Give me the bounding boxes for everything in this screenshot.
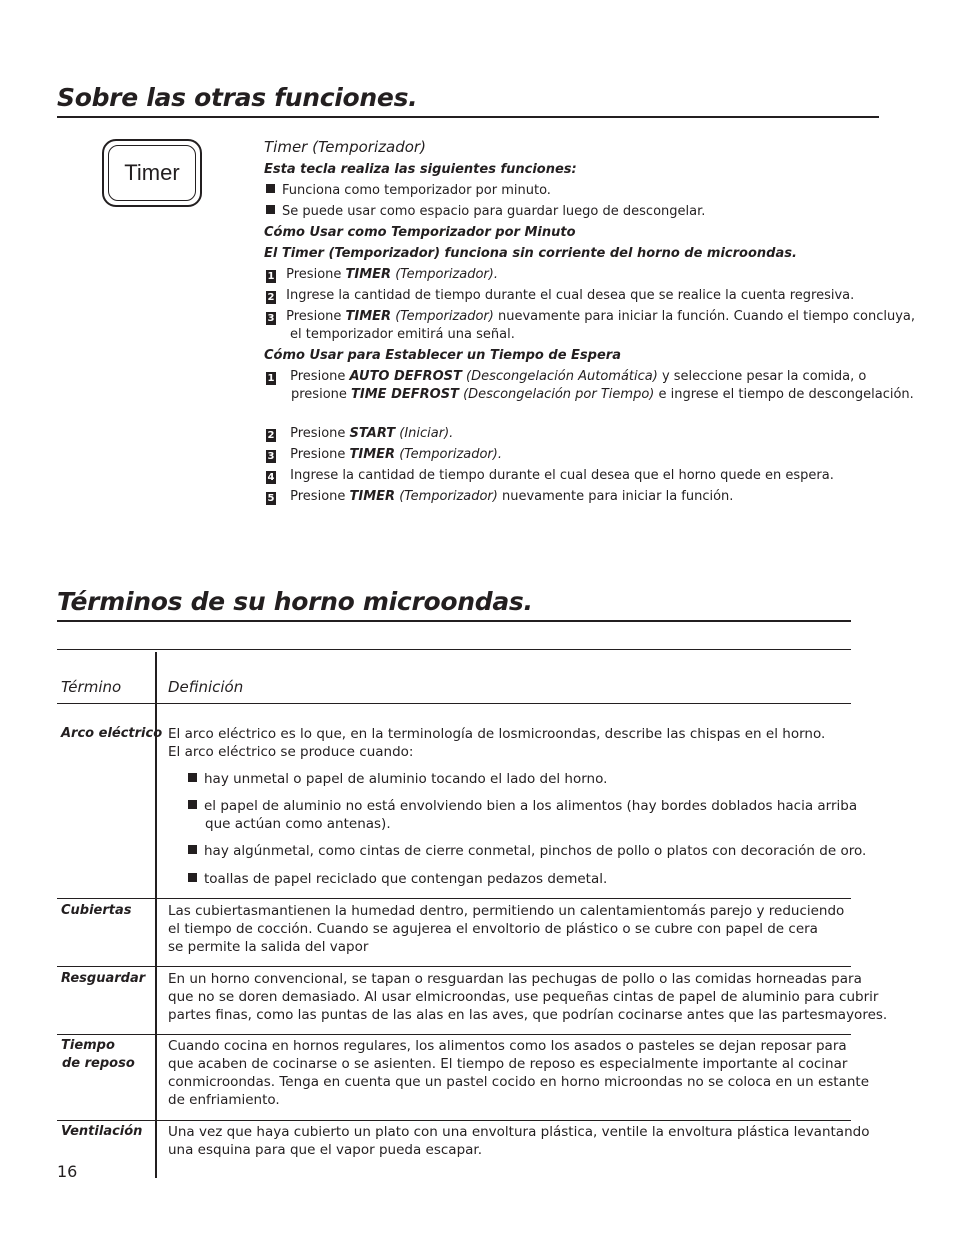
bullet-square-icon	[188, 773, 197, 782]
table-row-rule	[57, 1034, 851, 1035]
bullet-square-icon	[188, 873, 197, 882]
term-tiempo-de-reposo-line2: de reposo	[62, 1056, 135, 1071]
column-header-term: Término	[61, 678, 122, 696]
term-resguardar: Resguardar	[61, 971, 146, 986]
timer-bullet-1: Funciona como temporizador por minuto.	[266, 182, 551, 200]
hold-step-1: 1 Presione AUTO DEFROST (Descongelación Automática) y seleccione pesar la comida, o	[267, 369, 867, 384]
definition-bullet: toallas de papel reciclado que contengan pedazos demetal.	[188, 870, 607, 888]
step-number-5: 5	[267, 493, 275, 504]
term-tiempo-de-reposo: Tiempo	[61, 1038, 115, 1053]
definition-bullet: el papel de aluminio no está envolviendo bien a los alimentos (hay bordes doblados hacia arriba	[188, 797, 857, 815]
definition-line: En un horno convencional, se tapan o resguardan las pechugas de pollo o las comidas horneadas para	[168, 971, 862, 987]
minute-step-2: 2 Ingrese la cantidad de tiempo durante el cual desea que se realice la cuenta regresiva.	[267, 288, 855, 303]
definition-line: de enfriamiento.	[168, 1092, 280, 1108]
hold-step-4: 4 Ingrese la cantidad de tiempo durante el cual desea que el horno quede en espera.	[267, 468, 834, 483]
section-title-otras-funciones: Sobre las otras funciones.	[57, 83, 418, 112]
bullet-square-icon	[266, 184, 275, 193]
hold-heading: Cómo Usar para Establecer un Tiempo de Espera	[264, 348, 621, 363]
definition-line: partes finas, como las puntas de las alas en las aves, que podrían cocinarse antes que las partesmayores.	[168, 1007, 888, 1023]
definition-line: el tiempo de cocción. Cuando se agujerea el envoltorio de plástico o se cubre con papel de cera	[168, 921, 818, 937]
definition-line: que no se doren demasiado. Al usar elmicroondas, use pequeñas cintas de papel de aluminio para cubrir	[168, 989, 879, 1005]
column-header-definition: Definición	[168, 678, 244, 696]
definition-line: que acaben de cocinarse o se asienten. El tiempo de reposo es especialmente importante al cocinar	[168, 1056, 848, 1072]
table-header-rule	[57, 703, 851, 704]
definition-bullet-line2: que actúan como antenas).	[205, 816, 391, 832]
minute-step-1: 1 Presione TIMER (Temporizador).	[267, 267, 498, 282]
bullet-square-icon	[188, 800, 197, 809]
minute-step-3-line2: el temporizador emitirá una señal.	[290, 327, 515, 342]
timer-bullet-2: Se puede usar como espacio para guardar luego de descongelar.	[266, 203, 705, 221]
title-rule	[57, 116, 879, 118]
timer-key: Timer	[108, 145, 196, 201]
timer-intro: Esta tecla realiza las siguientes funciones:	[264, 162, 577, 177]
definition-line: Cuando cocina en hornos regulares, los alimentos como los asados o pasteles se dejan reposar para	[168, 1038, 847, 1054]
title-rule	[57, 620, 851, 622]
hold-step-2: 2 Presione START (Iniciar).	[267, 426, 454, 441]
minute-note: El Timer (Temporizador) funciona sin corriente del horno de microondas.	[264, 246, 797, 261]
section-title-terminos: Términos de su horno microondas.	[57, 587, 533, 616]
table-row-rule	[57, 1120, 851, 1121]
table-row-rule	[57, 966, 851, 967]
step-number-1: 1	[267, 373, 275, 384]
page-number: 16	[57, 1162, 78, 1181]
hold-step-5: 5 Presione TIMER (Temporizador) nuevamente para iniciar la función.	[267, 489, 734, 504]
minute-heading: Cómo Usar como Temporizador por Minuto	[264, 225, 576, 240]
definition-line: El arco eléctrico es lo que, en la terminología de losmicroondas, describe las chispas en el horno.	[168, 726, 826, 742]
definition-bullet: hay unmetal o papel de aluminio tocando el lado del horno.	[188, 770, 607, 788]
definition-line: se permite la salida del vapor	[168, 939, 369, 955]
definition-line: Una vez que haya cubierto un plato con una envoltura plástica, ventile la envoltura plástica levantando	[168, 1124, 870, 1140]
definition-line: conmicroondas. Tenga en cuenta que un pastel cocido en horno microondas no se coloca en un estante	[168, 1074, 870, 1090]
timer-heading: Timer (Temporizador)	[264, 138, 426, 156]
bullet-square-icon	[188, 845, 197, 854]
table-row-rule	[57, 898, 851, 899]
step-number-1: 1	[267, 271, 275, 282]
step-number-3: 3	[267, 451, 275, 462]
definition-line: El arco eléctrico se produce cuando:	[168, 744, 414, 760]
step-number-2: 2	[267, 292, 275, 303]
term-ventilacion: Ventilación	[61, 1124, 143, 1139]
hold-step-3: 3 Presione TIMER (Temporizador).	[267, 447, 502, 462]
step-number-2: 2	[267, 430, 275, 441]
step-number-3: 3	[267, 313, 275, 324]
step-number-4: 4	[267, 472, 275, 483]
hold-step-1-line2: presione TIME DEFROST (Descongelación por Tiempo) e ingrese el tiempo de descongelación.	[291, 387, 914, 402]
bullet-square-icon	[266, 205, 275, 214]
definition-line: Las cubiertasmantienen la humedad dentro, permitiendo un calentamientomás parejo y reduciendo	[168, 903, 845, 919]
definition-bullet: hay algúnmetal, como cintas de cierre conmetal, pinchos de pollo o platos con decoración de oro.	[188, 842, 866, 860]
table-top-rule	[57, 649, 851, 650]
minute-step-3: 3 Presione TIMER (Temporizador) nuevamente para iniciar la función. Cuando el tiempo concluya,	[267, 309, 916, 324]
definition-line: una esquina para que el vapor pueda escapar.	[168, 1142, 483, 1158]
term-cubiertas: Cubiertas	[61, 903, 132, 918]
term-arco-electrico: Arco eléctrico	[61, 726, 163, 741]
